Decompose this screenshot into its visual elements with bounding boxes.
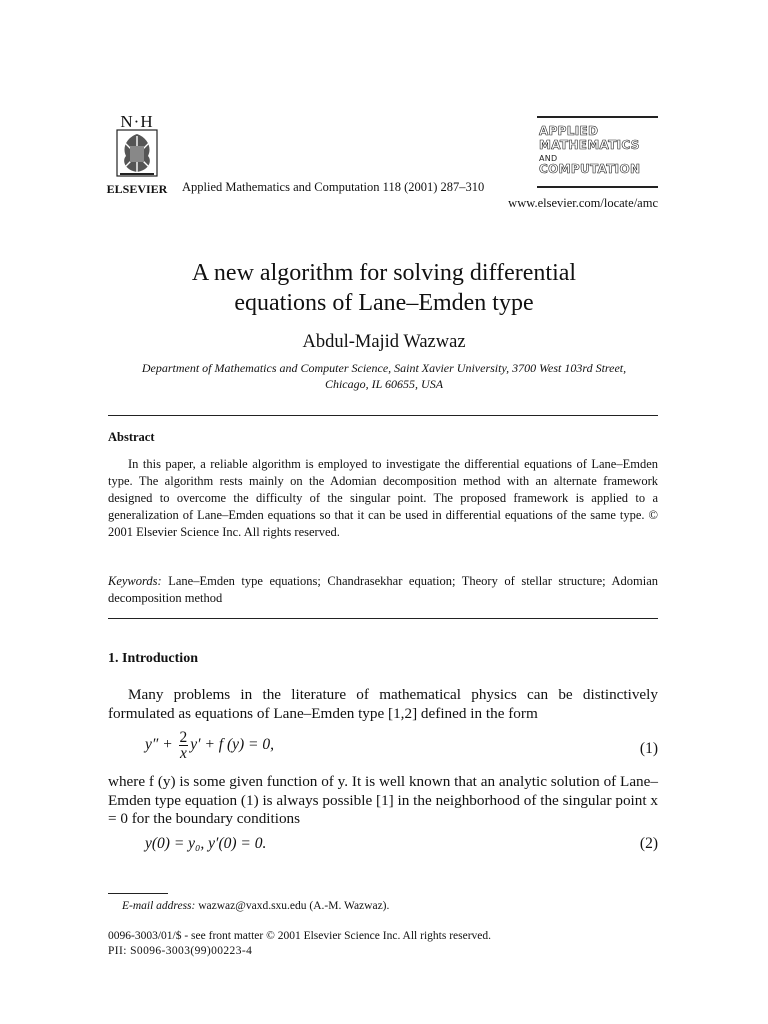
abstract-rule-bottom: [108, 618, 658, 619]
elsevier-logo: [104, 112, 170, 196]
eq1-frac-denominator: x: [179, 745, 187, 762]
footnote-email: [122, 900, 389, 912]
title-line-1: A new algorithm for solving differential: [191, 260, 577, 286]
front-matter-copyright: 0096-3003/01/$ - see front matter © 2001 Elsevier Science Inc. All rights reserved.: [108, 930, 492, 942]
keywords: [108, 573, 658, 607]
affiliation-line-2: Chicago, IL 60655, USA: [324, 376, 444, 391]
footnote-rule: [108, 893, 168, 894]
journal-logo-rule-top: [537, 116, 658, 118]
author-name: Abdul-Majid Wazwaz: [302, 332, 466, 352]
journal-url-link[interactable]: www.elsevier.com/locate/amc: [508, 196, 658, 210]
journal-logo-line2: MATHEMATICS: [539, 138, 640, 152]
abstract-text: In this paper, a reliable algorithm is employed to investigate the differential equations of Lane–Emden type. The algorithm rests mainly on the Adomian decomposition method with an alternate framework designed to overcome the difficulty of the singular point. The proposed framework is applied to a generalization of Lane–Emden equations so that it can be used in differential equations of the same type. © 2001 Elsevier Science Inc. All rights reserved.: [108, 457, 658, 539]
elsevier-tree-icon: [114, 128, 160, 180]
footnote-text: wazwaz@vaxd.sxu.edu (A.-M. Wazwaz).: [195, 900, 390, 912]
journal-logo-line3: AND: [539, 154, 558, 163]
keywords-list: Lane–Emden type equations; Chandrasekhar equation; Theory of stellar structure; Adomian decomposition method: [108, 574, 658, 605]
eq1-frac-numerator: 2: [179, 729, 188, 746]
eq1-lhs-end: y′ + f (y) = 0,: [190, 736, 274, 754]
affiliation-line-1: Department of Mathematics and Computer Science, Saint Xavier University, 3700 West 103rd Street,: [141, 361, 627, 375]
eq1-lhs-start: y″ +: [145, 736, 177, 754]
intro-paragraph-2: where f (y) is some given function of y. It is well known that an analytic solution of Lane–Emden type equation (1) is always possible [1] in the neighborhood of the singular point x = 0 for the boundary conditions: [108, 773, 658, 828]
footnote-label: E-mail address:: [122, 900, 196, 912]
north-holland-mark: N·H: [120, 112, 154, 131]
eq1-fraction: [179, 730, 189, 761]
journal-logo-line1: APPLIED: [539, 124, 599, 138]
equation-2: y(0) = y₀, y′(0) = 0.: [145, 835, 267, 852]
front-matter-pii: PII: S0096-3003(99)00223-4: [108, 945, 253, 957]
publisher-name: ELSEVIER: [106, 182, 168, 196]
title-line-2: equations of Lane–Emden type: [234, 290, 534, 316]
equation-1-number: (1): [639, 740, 658, 757]
abstract-heading: Abstract: [108, 430, 155, 444]
equation-2-number: (2): [639, 835, 658, 852]
equation-1: [145, 730, 274, 761]
intro-paragraph-1: Many problems in the literature of mathematical physics can be distinctively formulated as equations of Lane–Emden type [1,2] defined in the form: [108, 686, 658, 722]
article-title: [108, 258, 660, 318]
journal-logo-line4: COMPUTATION: [539, 162, 641, 176]
journal-logo: [537, 120, 658, 184]
journal-logo-rule-bottom: [537, 186, 658, 188]
keywords-label: Keywords:: [108, 574, 162, 588]
journal-citation: Applied Mathematics and Computation 118 (2001) 287–310: [182, 180, 485, 194]
abstract-rule-top: [108, 415, 658, 416]
section-heading-introduction: 1. Introduction: [108, 651, 198, 666]
author-affiliation: [108, 361, 660, 392]
